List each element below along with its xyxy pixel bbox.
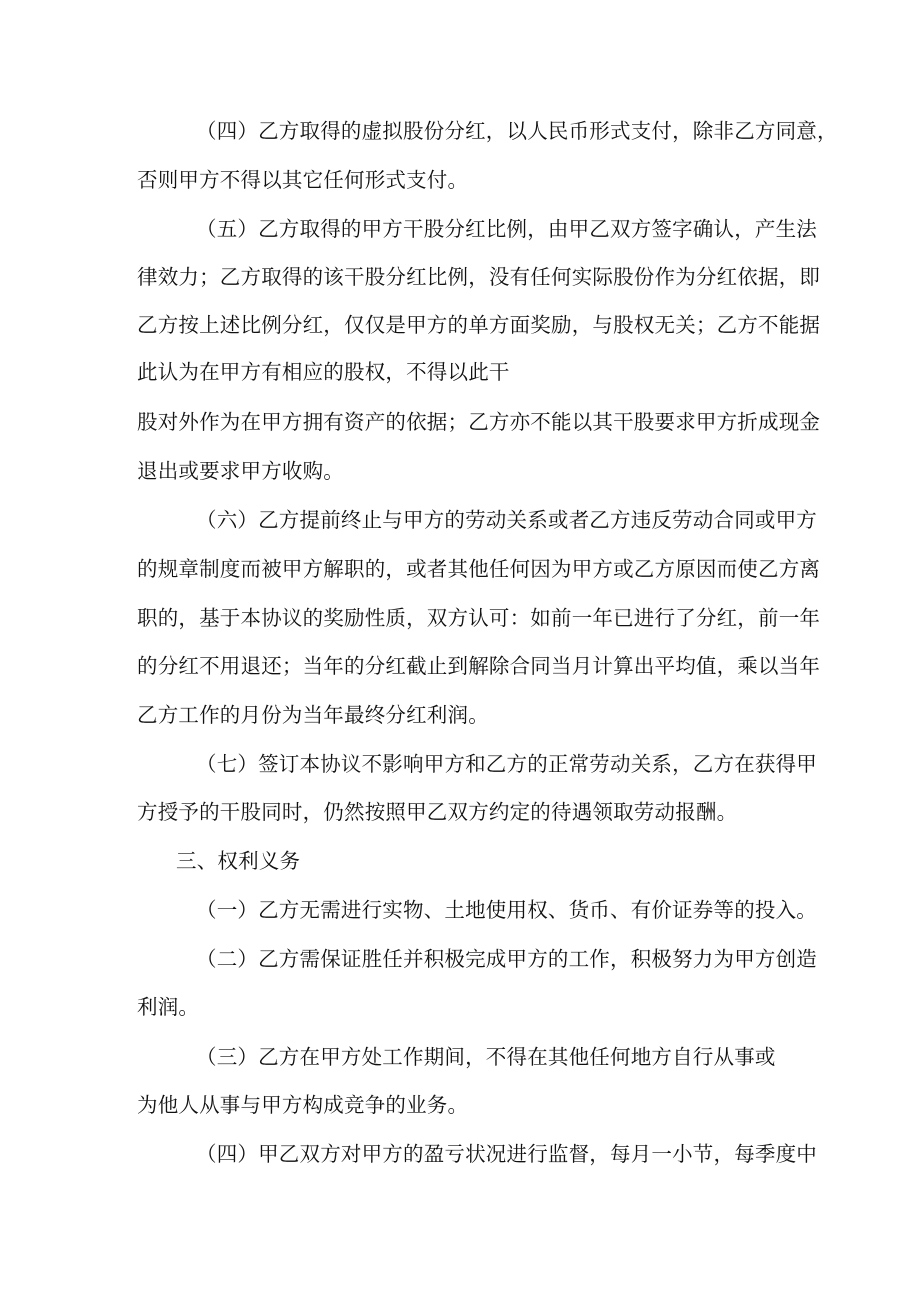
section-3-item-3-line-1: （三）乙方在甲方处工作期间，不得在其他任何地方自行从事或 <box>196 1045 776 1069</box>
paragraph-7-line-1: （七）签订本协议不影响甲方和乙方的正常劳动关系，乙方在获得甲 <box>196 752 817 776</box>
section-3-item-2-line-2: 利润。 <box>137 995 200 1019</box>
paragraph-5-line-6: 退出或要求甲方收购。 <box>137 459 344 483</box>
paragraph-6-line-4: 的分红不用退还；当年的分红截止到解除合同当月计算出平均值，乘以当年 <box>137 654 821 678</box>
section-3-item-2-line-1: （二）乙方需保证胜任并积极完成甲方的工作，积极努力为甲方创造 <box>196 947 817 971</box>
section-3-item-3-line-2: 为他人从事与甲方构成竞争的业务。 <box>137 1093 469 1117</box>
section-3-item-1-line-1: （一）乙方无需进行实物、土地使用权、货币、有价证券等的投入。 <box>196 898 817 922</box>
section-3-heading: 三、权利义务 <box>176 849 301 873</box>
section-3-item-4-line-1: （四）甲乙双方对甲方的盈亏状况进行监督，每月一小节，每季度中 <box>196 1142 817 1166</box>
paragraph-5-line-1: （五）乙方取得的甲方干股分红比例，由甲乙双方签字确认，产生法 <box>196 217 817 241</box>
paragraph-6-line-5: 乙方工作的月份为当年最终分红利润。 <box>137 703 489 727</box>
paragraph-5-line-4: 此认为在甲方有相应的股权，不得以此干 <box>137 360 510 384</box>
paragraph-7-line-2: 方授予的干股同时，仍然按照甲乙双方约定的待遇领取劳动报酬。 <box>137 800 738 824</box>
paragraph-6-line-1: （六）乙方提前终止与甲方的劳动关系或者乙方违反劳动合同或甲方 <box>196 508 817 532</box>
paragraph-6-line-2: 的规章制度而被甲方解职的，或者其他任何因为甲方或乙方原因而使乙方离 <box>137 557 821 581</box>
paragraph-6-line-3: 职的，基于本协议的奖励性质，双方认可：如前一年已进行了分红，前一年 <box>137 606 821 630</box>
paragraph-4-line-2: 否则甲方不得以其它任何形式支付。 <box>137 168 469 192</box>
paragraph-4-line-1: （四）乙方取得的虚拟股份分红，以人民币形式支付，除非乙方同意， <box>196 119 838 143</box>
paragraph-5-line-5: 股对外作为在甲方拥有资产的依据；乙方亦不能以其干股要求甲方折成现金 <box>137 410 821 434</box>
paragraph-5-line-2: 律效力；乙方取得的该干股分红比例，没有任何实际股份作为分红依据，即 <box>137 265 821 289</box>
paragraph-5-line-3: 乙方按上述比例分红，仅仅是甲方的单方面奖励，与股权无关；乙方不能据 <box>137 313 821 337</box>
